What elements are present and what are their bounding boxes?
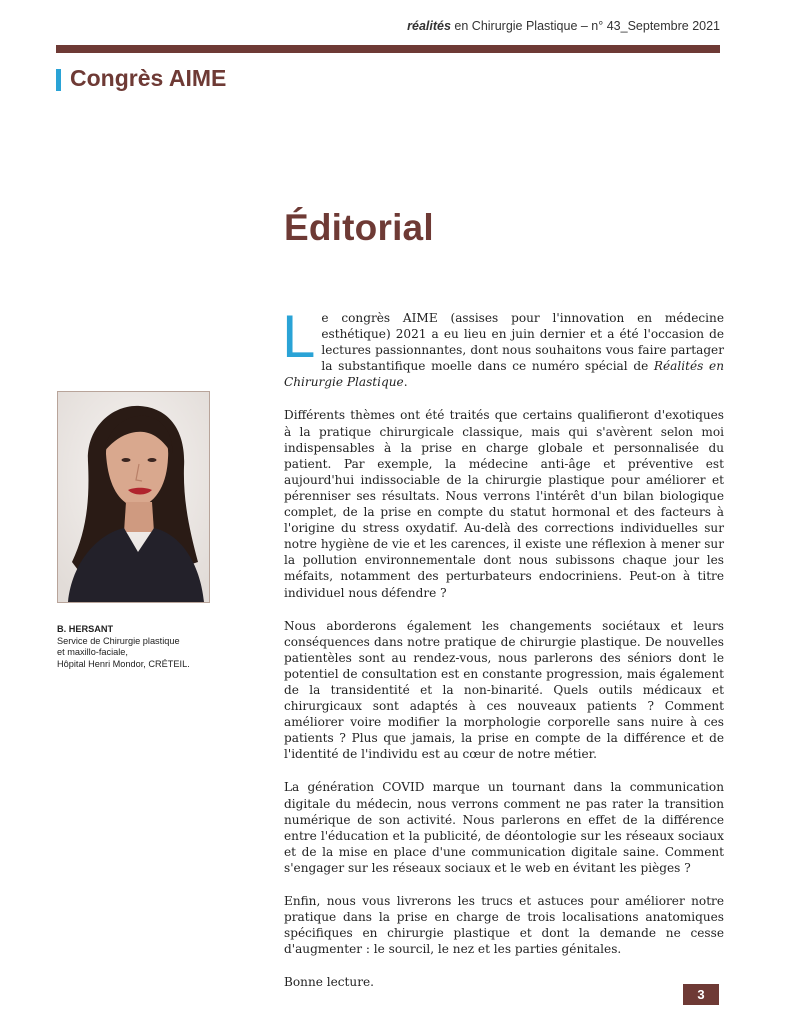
author-affiliation-line-2: et maxillo-faciale, bbox=[57, 647, 128, 657]
paragraph-intro-end: . bbox=[403, 375, 408, 390]
section-title: Congrès AIME bbox=[70, 65, 227, 91]
journal-brand: réalités bbox=[407, 19, 451, 33]
article-body bbox=[282, 303, 724, 1007]
paragraph-2: Différents thèmes ont été traités que certains qualifieront d'exotiques à la pratique chirurgicale classique, mais qui s'avèrent selon moi indispensables à la prise en charge globale et personnalisée du patient. Par exemple, la médecine anti-âge et préventive est aujourd'hui indissociable de la chirurgie plastique pour améliorer et pérenniser ses résultats. Nous verrons l'intérêt d'un bilan biologique complet, de la prise en compte du statut hormonal et des facteurs à l'origine du stress oxydatif. Au-delà des corrections individuelles sur notre hygiène de vie et les carences, il existe une réflexion à mener sur la pollution environnementale dont nous subissons chaque jour les méfaits, notamment des perturbateurs endocriniens. Peut-on à titre individuel nous défendre ? bbox=[284, 408, 724, 600]
author-affiliation-line-3: Hôpital Henri Mondor, CRÉTEIL. bbox=[57, 658, 190, 669]
author-portrait-image bbox=[58, 392, 209, 602]
page-title: Éditorial bbox=[284, 207, 434, 248]
author-photo bbox=[57, 391, 210, 603]
journal-issue: en Chirurgie Plastique – n° 43_Septembre 2021 bbox=[450, 19, 720, 33]
paragraph-closing: Bonne lecture. bbox=[284, 975, 374, 990]
paragraph-intro-text: e congrès AIME (assises pour l'innovation en médecine esthétique) 2021 a eu lieu en juin dernier et a été l'occasion de lectures passionnantes, dont nous souhaitons vous faire partager la substantifique moelle dans ce numéro spécial de bbox=[321, 311, 724, 374]
journal-name-italic: Réalités en Chirurgie Plastique bbox=[284, 359, 724, 390]
journal-header bbox=[407, 19, 720, 33]
author-affiliation-line-1: Service de Chirurgie plastique bbox=[57, 635, 180, 646]
paragraph-intro bbox=[282, 303, 724, 390]
page-number: 3 bbox=[683, 984, 719, 1005]
header-rule bbox=[56, 45, 720, 53]
paragraph-5: Enfin, nous vous livrerons les trucs et astuces pour améliorer notre pratique dans la prise en charge de trois localisations anatomiques spécifiques en chirurgie plastique et dont la demande ne cesse d'augmenter : le sourcil, le nez et les parties génitales. bbox=[284, 894, 724, 957]
drop-cap: L bbox=[282, 303, 316, 370]
section-marker bbox=[56, 69, 61, 91]
author-name: B. HERSANT bbox=[57, 624, 114, 634]
paragraph-4: La génération COVID marque un tournant dans la communication digitale du médecin, nous verrons comment ne pas rater la transition numérique de son activité. Nous parlerons en effet de la différence entre l'éducation et la publicité, de déontologie sur les réseaux sociaux et de la mise en place d'une communication digitale saine. Comment s'engager sur les réseaux sociaux et le web en évitant les pièges ? bbox=[284, 780, 724, 875]
author-caption bbox=[57, 624, 227, 670]
paragraph-3: Nous aborderons également les changements sociétaux et leurs conséquences dans notre pratique de chirurgie plastique. De nouvelles patientèles sont au rendez-vous, nous parlerons des séniors dont le potentiel de consultation est en constante progression, mais également de la transidentité et la non-binarité. Quels outils médicaux et chirurgicaux sont adaptés à ces nouveaux patients ? Comment améliorer voire modifier la morphologie corporelle sans nuire à ces patients ? Plus que jamais, la prise en compte de la différence et de l'identité de l'individu est au cœur de notre métier. bbox=[284, 618, 724, 762]
